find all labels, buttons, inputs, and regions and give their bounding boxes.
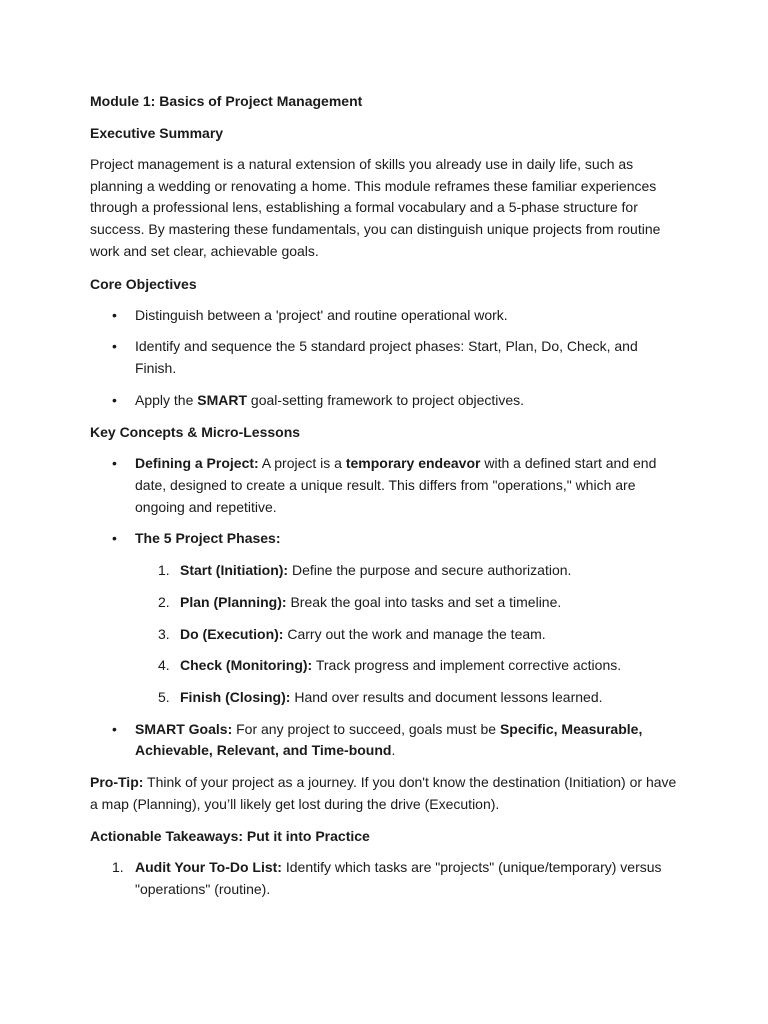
executive-summary-heading: Executive Summary <box>90 125 224 141</box>
concept-text-pre: For any project to succeed, goals must be <box>232 720 500 737</box>
phase-text: Define the purpose and secure authorization. <box>288 562 572 579</box>
takeaway-label: Audit Your To-Do List: <box>135 859 282 876</box>
objective-bold: SMART <box>197 391 248 408</box>
takeaways-list <box>90 857 682 900</box>
phase-text: Track progress and implement corrective actions. <box>312 657 622 674</box>
pro-tip-label: Pro-Tip: <box>90 774 144 791</box>
module-title: Module 1: Basics of Project Management <box>90 93 363 109</box>
phase-number: 2. <box>158 593 170 610</box>
concept-text-post: . <box>391 742 396 759</box>
objective-text-post: goal-setting framework to project objectives. <box>247 391 525 408</box>
pro-tip <box>90 772 682 815</box>
concept-defining-project <box>90 453 682 518</box>
takeaway-text: Identify which tasks are "projects" (unique/temporary) versus "operations" (routine). <box>135 859 662 898</box>
phase-number: 3. <box>158 625 170 642</box>
objective-text: Identify and sequence the 5 standard project phases: Start, Plan, Do, Check, and Finish. <box>135 338 638 376</box>
concept-text-post: with a defined start and end date, designed to create a unique result. This differs from "operations," which are ongoing and repetitive. <box>135 455 657 515</box>
key-concepts-heading: Key Concepts & Micro-Lessons <box>90 424 301 441</box>
concept-text-pre: A project is a <box>258 455 346 472</box>
phase-number: 4. <box>158 657 170 674</box>
bullet-icon: • <box>112 720 117 737</box>
phase-text: Break the goal into tasks and set a timeline. <box>286 593 562 610</box>
objective-item <box>90 336 682 379</box>
executive-summary-text: Project management is a natural extension of skills you already use in daily life, such as planning a wedding or renovating a home. This module reframes these familiar experiences through a professional lens, establishing a formal vocabulary and a 5-phase structure for success. By mastering these fundamentals, you can distinguish unique projects from routine work and set clear, achievable goals. <box>90 156 661 259</box>
pro-tip-text: Think of your project as a journey. If you don't know the destination (Initiation) or have a map (Planning), you’ll likely get lost during the drive (Execution). <box>90 774 677 812</box>
takeaway-number: 1. <box>112 859 124 876</box>
takeaway-item <box>90 857 682 900</box>
phase-item <box>135 560 682 582</box>
concept-label: Defining a Project: <box>135 455 259 472</box>
phase-label: Finish (Closing): <box>180 688 291 705</box>
objective-item <box>90 305 682 327</box>
phase-number: 1. <box>158 562 170 579</box>
core-objectives-heading: Core Objectives <box>90 275 197 292</box>
key-concepts-list <box>90 453 682 762</box>
objective-text-pre: Apply the <box>135 391 198 408</box>
objective-text: Distinguish between a 'project' and routine operational work. <box>135 306 508 323</box>
bullet-icon: • <box>112 338 117 355</box>
concept-bold: Specific, Measurable, Achievable, Relevant, and Time-bound <box>135 720 643 759</box>
takeaways-heading: Actionable Takeaways: Put it into Practice <box>90 828 370 845</box>
bullet-icon: • <box>112 530 117 547</box>
phase-item <box>135 655 682 677</box>
phases-list <box>135 560 682 709</box>
phase-number: 5. <box>158 688 170 705</box>
document-page <box>90 90 682 911</box>
phase-item <box>135 624 682 646</box>
core-objectives-list <box>90 305 682 412</box>
bullet-icon: • <box>112 306 117 323</box>
bullet-icon: • <box>112 391 117 408</box>
phase-label: Start (Initiation): <box>180 562 289 579</box>
phase-text: Carry out the work and manage the team. <box>283 625 546 642</box>
concept-label: The 5 Project Phases: <box>135 530 281 547</box>
phase-label: Do (Execution): <box>180 625 284 642</box>
phase-label: Check (Monitoring): <box>180 657 313 674</box>
phase-text: Hand over results and document lessons learned. <box>290 688 603 705</box>
phase-item <box>135 592 682 614</box>
phase-item <box>135 687 682 709</box>
objective-item <box>90 390 682 412</box>
concept-bold: temporary endeavor <box>345 455 481 472</box>
bullet-icon: • <box>112 455 117 472</box>
concept-smart-goals <box>90 719 682 762</box>
concept-label: SMART Goals: <box>135 720 233 737</box>
concept-phases <box>90 528 682 708</box>
phase-label: Plan (Planning): <box>180 593 287 610</box>
